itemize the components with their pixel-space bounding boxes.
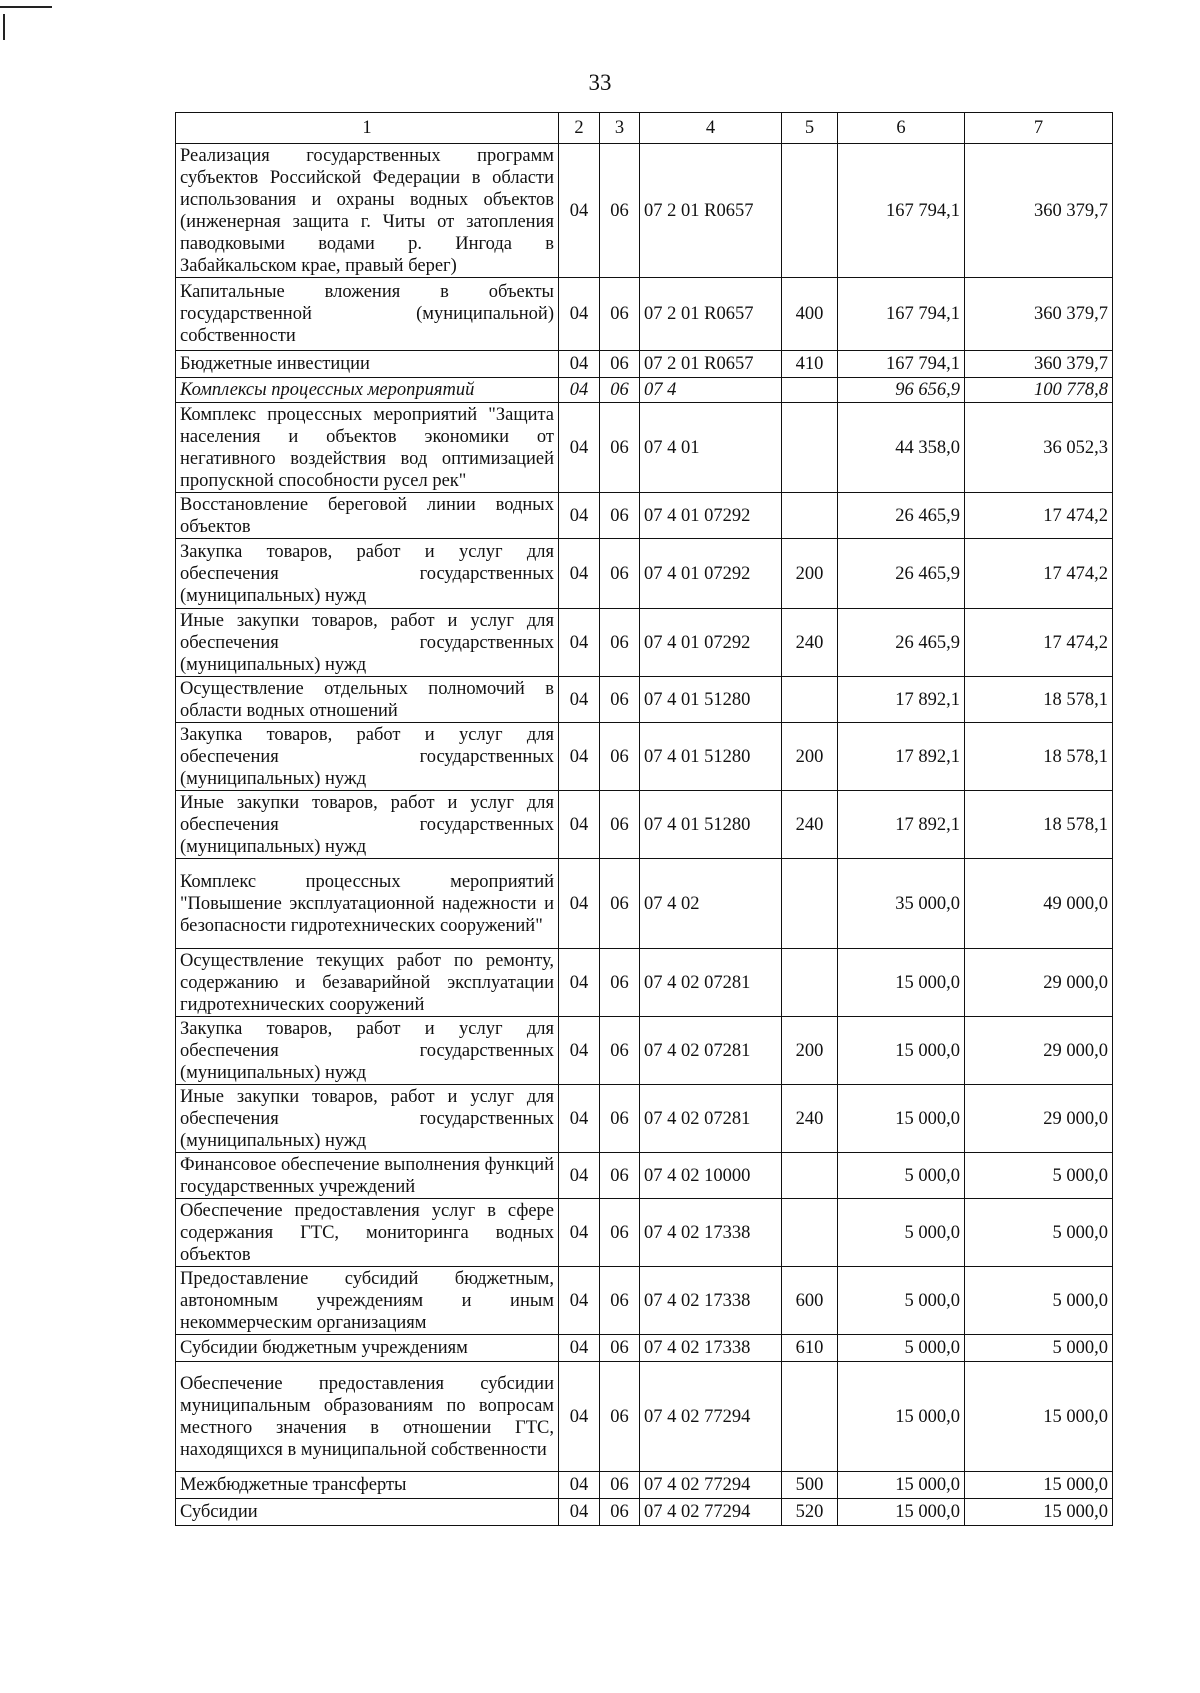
table-row — [176, 1335, 1113, 1362]
section-code-cell: 04 — [559, 278, 600, 351]
amount-col7-cell: 5 000,0 — [965, 1267, 1113, 1335]
page-number: 33 — [588, 70, 612, 95]
target-article-cell: 07 4 01 07292 — [640, 493, 782, 539]
section-code-cell: 04 — [559, 1017, 600, 1085]
subsection-code-cell: 06 — [600, 791, 640, 859]
table-row — [176, 859, 1113, 949]
amount-col7-cell: 5 000,0 — [965, 1335, 1113, 1362]
row-name-cell: Субсидии — [176, 1499, 559, 1526]
amount-col6-cell: 15 000,0 — [838, 1017, 965, 1085]
table-row — [176, 791, 1113, 859]
row-name-cell: Закупка товаров, работ и услуг для обеспечения государственных (муниципальных) нужд — [176, 723, 559, 791]
section-code-cell: 04 — [559, 1267, 600, 1335]
subsection-code-cell: 06 — [600, 1085, 640, 1153]
subsection-code-cell: 06 — [600, 351, 640, 378]
target-article-cell: 07 4 01 51280 — [640, 677, 782, 723]
amount-col6-cell: 5 000,0 — [838, 1153, 965, 1199]
expense-type-cell — [782, 144, 838, 278]
subsection-code-cell: 06 — [600, 278, 640, 351]
section-code-cell: 04 — [559, 144, 600, 278]
table-row — [176, 351, 1113, 378]
subsection-code-cell: 06 — [600, 144, 640, 278]
header-cell: 2 — [559, 113, 600, 144]
expense-type-cell: 610 — [782, 1335, 838, 1362]
row-name-cell: Комплекс процессных мероприятий "Повышение эксплуатационной надежности и безопасности гидротехнических сооружений" — [176, 859, 559, 949]
amount-col7-cell: 5 000,0 — [965, 1199, 1113, 1267]
target-article-cell: 07 4 02 07281 — [640, 1017, 782, 1085]
section-code-cell: 04 — [559, 791, 600, 859]
table-row — [176, 1267, 1113, 1335]
table-row — [176, 949, 1113, 1017]
section-code-cell: 04 — [559, 1085, 600, 1153]
section-code-cell: 04 — [559, 1472, 600, 1499]
amount-col7-cell: 18 578,1 — [965, 677, 1113, 723]
amount-col6-cell: 15 000,0 — [838, 1472, 965, 1499]
row-name-cell: Финансовое обеспечение выполнения функций государственных учреждений — [176, 1153, 559, 1199]
subsection-code-cell: 06 — [600, 493, 640, 539]
expense-type-cell — [782, 949, 838, 1017]
amount-col7-cell: 36 052,3 — [965, 403, 1113, 493]
table-row — [176, 1199, 1113, 1267]
section-code-cell: 04 — [559, 403, 600, 493]
section-code-cell: 04 — [559, 1153, 600, 1199]
subsection-code-cell: 06 — [600, 1017, 640, 1085]
row-name-cell: Предоставление субсидий бюджетным, автономным учреждениям и иным некоммерческим организациям — [176, 1267, 559, 1335]
expense-type-cell: 200 — [782, 539, 838, 609]
expense-type-cell — [782, 378, 838, 403]
target-article-cell: 07 2 01 R0657 — [640, 351, 782, 378]
amount-col6-cell: 26 465,9 — [838, 609, 965, 677]
amount-col6-cell: 167 794,1 — [838, 278, 965, 351]
row-name-cell: Обеспечение предоставления субсидии муниципальным образованиям по вопросам местного значения в отношении ГТС, находящихся в муниципальной собственности — [176, 1362, 559, 1472]
amount-col7-cell: 15 000,0 — [965, 1499, 1113, 1526]
expense-type-cell: 240 — [782, 609, 838, 677]
target-article-cell: 07 4 02 17338 — [640, 1267, 782, 1335]
budget-table — [175, 112, 1113, 1526]
scan-edge-mark — [3, 14, 5, 40]
row-name-cell: Реализация государственных программ субъектов Российской Федерации в области использования и охраны водных объектов (инженерная защита г. Читы от затопления паводковыми водами р. Ингода в Забайкальском крае, правый берег) — [176, 144, 559, 278]
subsection-code-cell: 06 — [600, 1267, 640, 1335]
section-code-cell: 04 — [559, 1199, 600, 1267]
target-article-cell: 07 4 01 07292 — [640, 539, 782, 609]
amount-col6-cell: 15 000,0 — [838, 949, 965, 1017]
amount-col7-cell: 17 474,2 — [965, 609, 1113, 677]
subsection-code-cell: 06 — [600, 1199, 640, 1267]
expense-type-cell: 200 — [782, 723, 838, 791]
subsection-code-cell: 06 — [600, 1362, 640, 1472]
subsection-code-cell: 06 — [600, 949, 640, 1017]
target-article-cell: 07 4 02 — [640, 859, 782, 949]
target-article-cell: 07 4 02 77294 — [640, 1472, 782, 1499]
section-code-cell: 04 — [559, 949, 600, 1017]
target-article-cell: 07 4 01 07292 — [640, 609, 782, 677]
table-row — [176, 1153, 1113, 1199]
expense-type-cell: 410 — [782, 351, 838, 378]
expense-type-cell: 240 — [782, 791, 838, 859]
row-name-cell: Межбюджетные трансферты — [176, 1472, 559, 1499]
target-article-cell: 07 4 01 — [640, 403, 782, 493]
amount-col7-cell: 49 000,0 — [965, 859, 1113, 949]
expense-type-cell — [782, 1153, 838, 1199]
amount-col7-cell: 29 000,0 — [965, 1017, 1113, 1085]
section-code-cell: 04 — [559, 539, 600, 609]
row-name-cell: Закупка товаров, работ и услуг для обеспечения государственных (муниципальных) нужд — [176, 1017, 559, 1085]
subsection-code-cell: 06 — [600, 723, 640, 791]
table-row — [176, 278, 1113, 351]
target-article-cell: 07 4 02 10000 — [640, 1153, 782, 1199]
section-code-cell: 04 — [559, 723, 600, 791]
row-name-cell: Бюджетные инвестиции — [176, 351, 559, 378]
amount-col7-cell: 5 000,0 — [965, 1153, 1113, 1199]
table-row — [176, 378, 1113, 403]
amount-col6-cell: 17 892,1 — [838, 723, 965, 791]
amount-col6-cell: 35 000,0 — [838, 859, 965, 949]
amount-col6-cell: 167 794,1 — [838, 144, 965, 278]
scan-edge-mark — [0, 6, 52, 8]
subsection-code-cell: 06 — [600, 609, 640, 677]
row-name-cell: Комплекс процессных мероприятий "Защита населения и объектов экономики от негативного воздействия вод оптимизацией пропускной способности русел рек" — [176, 403, 559, 493]
expense-type-cell: 500 — [782, 1472, 838, 1499]
row-name-cell: Иные закупки товаров, работ и услуг для обеспечения государственных (муниципальных) нужд — [176, 609, 559, 677]
table-row — [176, 1017, 1113, 1085]
expense-type-cell: 240 — [782, 1085, 838, 1153]
subsection-code-cell: 06 — [600, 1153, 640, 1199]
section-code-cell: 04 — [559, 859, 600, 949]
expense-type-cell: 600 — [782, 1267, 838, 1335]
row-name-cell: Закупка товаров, работ и услуг для обеспечения государственных (муниципальных) нужд — [176, 539, 559, 609]
section-code-cell: 04 — [559, 1362, 600, 1472]
amount-col7-cell: 15 000,0 — [965, 1472, 1113, 1499]
amount-col6-cell: 44 358,0 — [838, 403, 965, 493]
row-name-cell: Иные закупки товаров, работ и услуг для обеспечения государственных (муниципальных) нужд — [176, 791, 559, 859]
header-cell: 4 — [640, 113, 782, 144]
amount-col7-cell: 15 000,0 — [965, 1362, 1113, 1472]
amount-col7-cell: 360 379,7 — [965, 351, 1113, 378]
target-article-cell: 07 4 02 07281 — [640, 1085, 782, 1153]
amount-col7-cell: 18 578,1 — [965, 791, 1113, 859]
expense-type-cell — [782, 1362, 838, 1472]
amount-col7-cell: 17 474,2 — [965, 493, 1113, 539]
amount-col7-cell: 360 379,7 — [965, 278, 1113, 351]
amount-col6-cell: 96 656,9 — [838, 378, 965, 403]
header-cell: 1 — [176, 113, 559, 144]
row-name-cell: Иные закупки товаров, работ и услуг для обеспечения государственных (муниципальных) нужд — [176, 1085, 559, 1153]
section-code-cell: 04 — [559, 493, 600, 539]
amount-col7-cell: 18 578,1 — [965, 723, 1113, 791]
row-name-cell: Осуществление отдельных полномочий в области водных отношений — [176, 677, 559, 723]
table-row — [176, 1499, 1113, 1526]
expense-type-cell — [782, 1199, 838, 1267]
amount-col6-cell: 15 000,0 — [838, 1499, 965, 1526]
section-code-cell: 04 — [559, 1499, 600, 1526]
row-name-cell: Субсидии бюджетным учреждениям — [176, 1335, 559, 1362]
amount-col6-cell: 15 000,0 — [838, 1085, 965, 1153]
subsection-code-cell: 06 — [600, 859, 640, 949]
row-name-cell: Капитальные вложения в объекты государственной (муниципальной) собственности — [176, 278, 559, 351]
subsection-code-cell: 06 — [600, 539, 640, 609]
expense-type-cell — [782, 493, 838, 539]
table-row — [176, 144, 1113, 278]
header-cell: 6 — [838, 113, 965, 144]
amount-col6-cell: 5 000,0 — [838, 1267, 965, 1335]
section-code-cell: 04 — [559, 609, 600, 677]
table-row — [176, 1472, 1113, 1499]
expense-type-cell: 200 — [782, 1017, 838, 1085]
amount-col6-cell: 5 000,0 — [838, 1335, 965, 1362]
target-article-cell: 07 4 02 17338 — [640, 1199, 782, 1267]
section-code-cell: 04 — [559, 1335, 600, 1362]
amount-col7-cell: 100 778,8 — [965, 378, 1113, 403]
table-row — [176, 723, 1113, 791]
target-article-cell: 07 4 02 07281 — [640, 949, 782, 1017]
subsection-code-cell: 06 — [600, 1335, 640, 1362]
table-row — [176, 677, 1113, 723]
target-article-cell: 07 4 02 17338 — [640, 1335, 782, 1362]
row-name-cell: Обеспечение предоставления услуг в сфере содержания ГТС, мониторинга водных объектов — [176, 1199, 559, 1267]
header-cell: 7 — [965, 113, 1113, 144]
expense-type-cell — [782, 859, 838, 949]
header-cell: 3 — [600, 113, 640, 144]
amount-col6-cell: 17 892,1 — [838, 791, 965, 859]
subsection-code-cell: 06 — [600, 403, 640, 493]
target-article-cell: 07 2 01 R0657 — [640, 278, 782, 351]
amount-col6-cell: 5 000,0 — [838, 1199, 965, 1267]
target-article-cell: 07 4 — [640, 378, 782, 403]
table-row — [176, 403, 1113, 493]
amount-col6-cell: 26 465,9 — [838, 539, 965, 609]
section-code-cell: 04 — [559, 378, 600, 403]
table-row — [176, 609, 1113, 677]
amount-col6-cell: 15 000,0 — [838, 1362, 965, 1472]
target-article-cell: 07 2 01 R0657 — [640, 144, 782, 278]
row-name-cell: Восстановление береговой линии водных объектов — [176, 493, 559, 539]
subsection-code-cell: 06 — [600, 1499, 640, 1526]
header-cell: 5 — [782, 113, 838, 144]
table-row — [176, 1085, 1113, 1153]
table-header-row — [176, 113, 1113, 144]
amount-col6-cell: 26 465,9 — [838, 493, 965, 539]
target-article-cell: 07 4 02 77294 — [640, 1362, 782, 1472]
amount-col7-cell: 360 379,7 — [965, 144, 1113, 278]
row-name-cell: Осуществление текущих работ по ремонту, содержанию и безаварийной эксплуатации гидротехнических сооружений — [176, 949, 559, 1017]
section-code-cell: 04 — [559, 677, 600, 723]
expense-type-cell — [782, 677, 838, 723]
expense-type-cell: 400 — [782, 278, 838, 351]
section-code-cell: 04 — [559, 351, 600, 378]
amount-col6-cell: 167 794,1 — [838, 351, 965, 378]
table-row — [176, 493, 1113, 539]
expense-type-cell — [782, 403, 838, 493]
table-row — [176, 1362, 1113, 1472]
table-row — [176, 539, 1113, 609]
subsection-code-cell: 06 — [600, 1472, 640, 1499]
target-article-cell: 07 4 01 51280 — [640, 791, 782, 859]
row-name-cell: Комплексы процессных мероприятий — [176, 378, 559, 403]
target-article-cell: 07 4 01 51280 — [640, 723, 782, 791]
target-article-cell: 07 4 02 77294 — [640, 1499, 782, 1526]
amount-col7-cell: 29 000,0 — [965, 949, 1113, 1017]
expense-type-cell: 520 — [782, 1499, 838, 1526]
table-body — [176, 113, 1113, 1526]
amount-col6-cell: 17 892,1 — [838, 677, 965, 723]
amount-col7-cell: 29 000,0 — [965, 1085, 1113, 1153]
amount-col7-cell: 17 474,2 — [965, 539, 1113, 609]
subsection-code-cell: 06 — [600, 378, 640, 403]
subsection-code-cell: 06 — [600, 677, 640, 723]
